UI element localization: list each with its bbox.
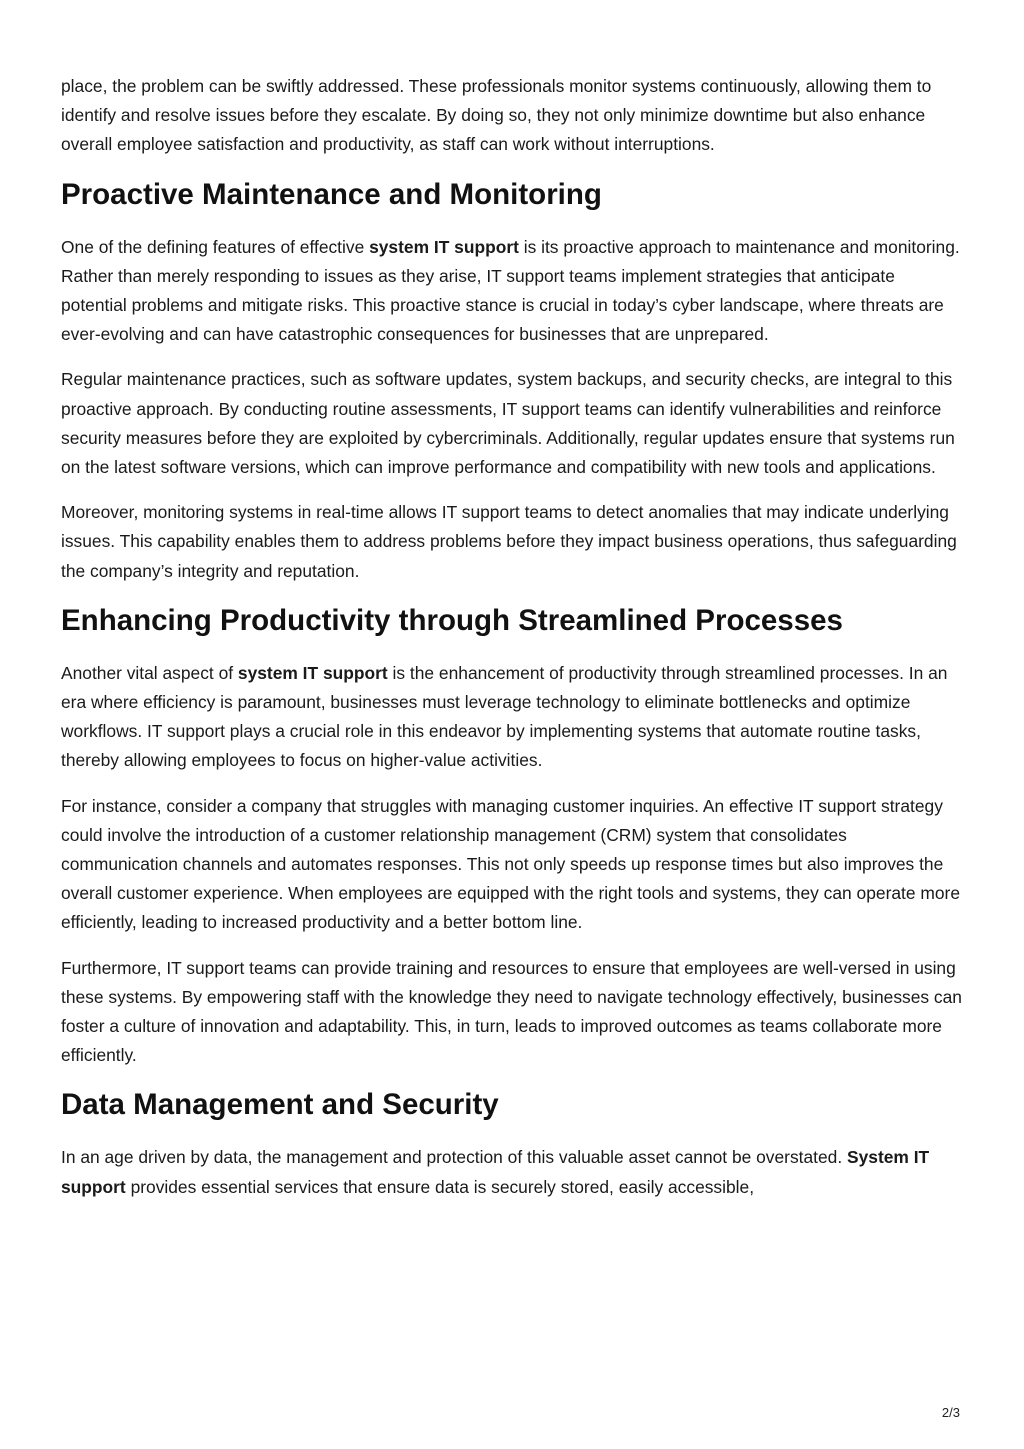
section-heading-data-management: Data Management and Security (61, 1088, 499, 1122)
text-run: is its proactive approach to maintenance and monitoring. Rather than merely responding to issues as they arise, IT support teams implement strategies that anticipate potential problems and mitigate risks. This proactive stance is crucial in today’s cyber landscape, where threats are ever-evolving and can have catastrophic consequences for businesses that are unprepared. (61, 236, 960, 345)
text-run: is the enhancement of productivity through streamlined processes. In an era where efficiency is paramount, businesses must leverage technology to eliminate bottlenecks and optimize workflows. IT support plays a crucial role in this endeavor by implementing systems that automate routine tasks, thereby allowing employees to focus on higher-value activities. (61, 662, 948, 771)
paragraph: Regular maintenance practices, such as software updates, system backups, and security checks, are integral to this proactive approach. By conducting routine assessments, IT support teams can identify vulnerabilities and reinforce security measures before they are exploited by cybercriminals. Additionally, regular updates ensure that systems run on the latest software versions, which can improve performance and compatibility with new tools and applications. (61, 369, 955, 478)
paragraph: Moreover, monitoring systems in real-time allows IT support teams to detect anomalies that may indicate underlying issues. This capability enables them to address problems before they impact business operations, thus safeguarding the company’s integrity and reputation. (61, 502, 957, 581)
section-heading-proactive-maintenance: Proactive Maintenance and Monitoring (61, 177, 602, 211)
text-run: provides essential services that ensure data is securely stored, easily accessible, (125, 1176, 755, 1197)
paragraph (61, 659, 963, 776)
intro-paragraph: place, the problem can be swiftly addressed. These professionals monitor systems continuously, allowing them to identify and resolve issues before they escalate. By doing so, they not only minimize downtime but also enhance overall employee satisfaction and productivity, as staff can work without interruptions. (61, 76, 932, 155)
paragraph: For instance, consider a company that struggles with managing customer inquiries. An effective IT support strategy could involve the introduction of a customer relationship management (CRM) system that consolidates communication channels and automates responses. This not only speeds up response times but also improves the overall customer experience. When employees are equipped with the right tools and systems, they can operate more efficiently, leading to increased productivity and a better bottom line. (61, 795, 960, 933)
paragraph: Furthermore, IT support teams can provide training and resources to ensure that employees are well-versed in using these systems. By empowering staff with the knowledge they need to navigate technology effectively, businesses can foster a culture of innovation and adaptability. This, in turn, leads to improved outcomes as teams collaborate more efficiently. (61, 957, 962, 1066)
bold-keyword: system IT support (369, 236, 519, 257)
text-run: One of the defining features of effective (61, 236, 370, 257)
bold-keyword: system IT support (237, 662, 388, 683)
section-heading-enhancing-productivity: Enhancing Productivity through Streamlined Processes (61, 603, 843, 637)
paragraph (61, 1143, 963, 1201)
document-body (61, 72, 963, 1218)
bold-keyword: System IT support (61, 1147, 930, 1197)
page-number: 2/3 (941, 1405, 960, 1420)
paragraph (61, 233, 963, 350)
text-run: Another vital aspect of (61, 662, 238, 683)
text-run: In an age driven by data, the management and protection of this valuable asset cannot be overstated. (61, 1147, 847, 1168)
